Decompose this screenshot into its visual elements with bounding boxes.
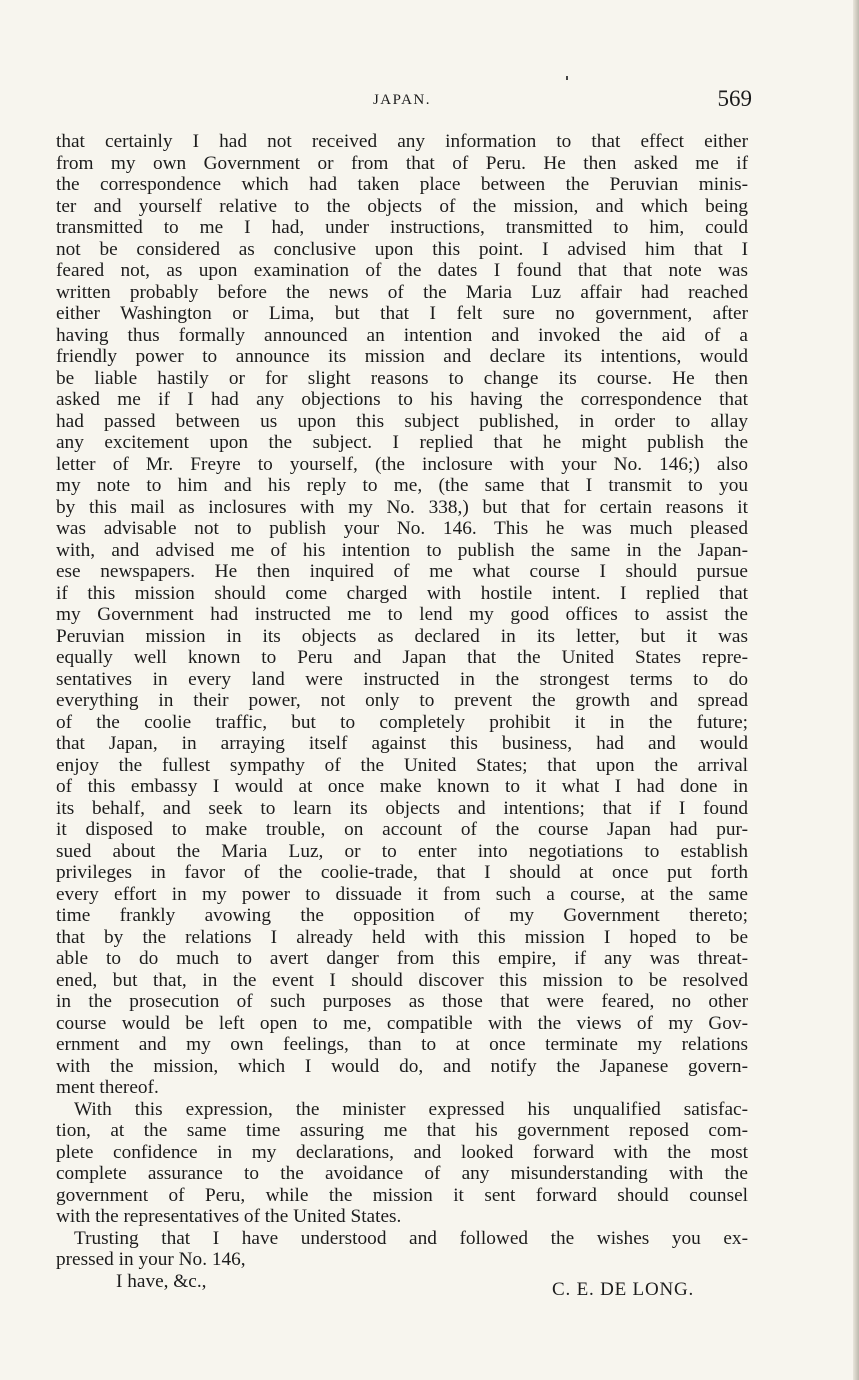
- text-line: everything in their power, not only to prevent the growth and spread: [56, 690, 748, 711]
- text-line: sentatives in every land were instructed in the strongest terms to do: [56, 668, 748, 690]
- text-line: feared not, as upon examination of the dates I found that that note was: [56, 260, 748, 281]
- text-line: its behalf, and seek to learn its objects and intentions; that if I found: [56, 797, 748, 819]
- running-title: JAPAN.: [372, 92, 432, 108]
- text-line: written probably before the news of the Maria Luz affair had reached: [56, 281, 748, 303]
- text-line: plete confidence in my declarations, and looked forward with the most: [56, 1141, 748, 1163]
- page-edge: [853, 0, 859, 1380]
- text-line: ernment and my own feelings, than to at once terminate my relations: [56, 1034, 748, 1055]
- text-line: with the mission, which I would do, and notify the Japanese govern-: [56, 1055, 748, 1077]
- text-line: either Washington or Lima, but that I felt sure no government, after: [56, 303, 748, 324]
- text-line: enjoy the fullest sympathy of the United States; that upon the arrival: [56, 754, 748, 776]
- page-number: 569: [717, 86, 752, 111]
- text-line: course would be left open to me, compatible with the views of my Gov-: [56, 1012, 748, 1034]
- text-line: able to do much to avert danger from this empire, if any was threat-: [56, 948, 748, 969]
- signature: C. E. DE LONG.: [552, 1279, 695, 1300]
- text-line: government of Peru, while the mission it sent forward should counsel: [56, 1184, 748, 1206]
- text-line: asked me if I had any objections to his having the correspondence that: [56, 389, 748, 410]
- text-line: privileges in favor of the coolie-trade, that I should at once put forth: [56, 862, 748, 883]
- text-line: Peruvian mission in its objects as declared in its letter, but it was: [56, 625, 748, 647]
- text-line: of this embassy I would at once make known to it what I had done in: [56, 776, 748, 797]
- text-line: of the coolie traffic, but to completely prohibit it in the future;: [56, 711, 748, 733]
- text-line: not be considered as conclusive upon this point. I advised him that I: [56, 238, 748, 260]
- text-line: letter of Mr. Freyre to yourself, (the inclosure with your No. 146;) also: [56, 453, 748, 475]
- text-line: if this mission should come charged with hostile intent. I replied that: [56, 582, 748, 604]
- paragraph-start-line: With this expression, the minister expressed his unqualified satisfac-: [74, 1098, 748, 1120]
- text-line: had passed between us upon this subject published, in order to allay: [56, 410, 748, 432]
- text-line: my note to him and his reply to me, (the same that I transmit to you: [56, 475, 748, 496]
- text-line: time frankly avowing the opposition of my Government thereto;: [56, 905, 748, 926]
- text-line: complete assurance to the avoidance of any misunderstanding with the: [56, 1163, 748, 1184]
- text-line: transmitted to me I had, under instructions, transmitted to him, could: [56, 217, 748, 238]
- text-line: equally well known to Peru and Japan that the United States repre-: [56, 647, 748, 668]
- text-line: every effort in my power to dissuade it from such a course, at the same: [56, 883, 748, 905]
- text-line: the correspondence which had taken place between the Peruvian minis-: [56, 174, 748, 195]
- text-line: ened, but that, in the event I should discover this mission to be resolved: [56, 969, 748, 991]
- text-line: that Japan, in arraying itself against this business, had and would: [56, 733, 748, 754]
- text-line: ment thereof.: [56, 1077, 159, 1098]
- closing-line: I have, &c.,: [116, 1270, 207, 1292]
- text-line: it disposed to make trouble, on account of the course Japan had pur-: [56, 819, 748, 840]
- text-line: having thus formally announced an intention and invoked the aid of a: [56, 324, 748, 346]
- text-line: be liable hastily or for slight reasons to change its course. He then: [56, 367, 748, 389]
- text-line: pressed in your No. 146,: [56, 1249, 246, 1270]
- running-head: [56, 86, 752, 114]
- text-line: by this mail as inclosures with my No. 338,) but that for certain reasons it: [56, 496, 748, 518]
- text-line: ter and yourself relative to the objects of the mission, and which being: [56, 195, 748, 217]
- text-line: was advisable not to publish your No. 146. This he was much pleased: [56, 518, 748, 539]
- text-line: in the prosecution of such purposes as those that were feared, no other: [56, 991, 748, 1012]
- text-line: from my own Government or from that of Peru. He then asked me if: [56, 152, 748, 174]
- text-line: any excitement upon the subject. I replied that he might publish the: [56, 432, 748, 453]
- text-line: tion, at the same time assuring me that his government reposed com-: [56, 1120, 748, 1141]
- letter-body: [56, 131, 748, 1292]
- ink-speck: [566, 76, 568, 80]
- text-line: that certainly I had not received any information to that effect either: [56, 131, 748, 152]
- text-line: my Government had instructed me to lend my good offices to assist the: [56, 604, 748, 625]
- text-line: friendly power to announce its mission and declare its intentions, would: [56, 346, 748, 367]
- paragraph-start-line: Trusting that I have understood and followed the wishes you ex-: [74, 1227, 748, 1249]
- text-line: sued about the Maria Luz, or to enter into negotiations to establish: [56, 840, 748, 862]
- text-line: with, and advised me of his intention to publish the same in the Japan-: [56, 539, 748, 561]
- text-line: that by the relations I already held with this mission I hoped to be: [56, 926, 748, 948]
- text-line: with the representatives of the United States.: [56, 1206, 402, 1227]
- text-line: ese newspapers. He then inquired of me what course I should pursue: [56, 561, 748, 582]
